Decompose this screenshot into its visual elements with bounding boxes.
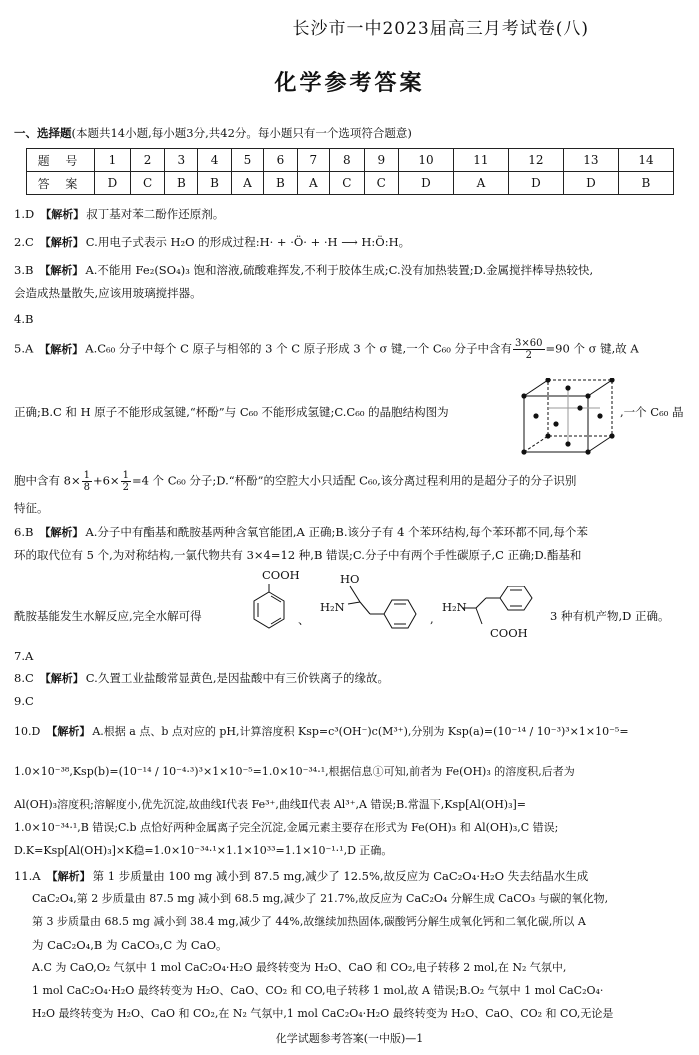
answer-line-3: 3.B 【解析】 A.不能用 Fe₂(SO₄)₃ 饱和溶液,硫酸难挥发,不利于胶体生成;C.没有加热装置;D.金属搅拌棒导热较快,	[14, 263, 594, 277]
row-label: 答 案	[27, 172, 95, 195]
table-cell: A	[231, 172, 264, 195]
table-cell: B	[198, 172, 231, 195]
answer-line-11-cont4: A.C 为 CaO,O₂ 气氛中 1 mol CaC₂O₄·H₂O 最终转变为 H₂O、CaO 和 CO₂,电子转移 2 mol,在 N₂ 气氛中,	[32, 961, 567, 974]
table-cell: D	[508, 172, 563, 195]
table-cell: 6	[264, 149, 297, 172]
fraction: $\frac{3\times 60}{2}$	[515, 338, 543, 361]
answer-line-4: 4.B	[14, 312, 34, 326]
benzoic-acid-label: COOH	[262, 568, 300, 582]
answer-line-5-end: 特征。	[14, 501, 49, 515]
answer-line-5-cont: 正确;B.C 和 H 原子不能形成氢键,“杯酚”与 C₆₀ 不能形成氢键;C.C₆₀ 的晶胞结构图为	[14, 405, 449, 419]
table-cell: D	[398, 172, 453, 195]
answer-line-10: 10.D 【解析】 A.根据 a 点、b 点对应的 pH,计算溶度积 Ksp=c³(OH⁻)c(M³⁺),分别为 Ksp(a)=(10⁻¹⁴ / 10⁻³)³×1×10⁻⁵=	[14, 725, 629, 738]
answer-line-5-tail: ,一个 C₆₀ 晶	[620, 405, 684, 419]
fraction: $\frac{1}{8}$	[83, 470, 90, 493]
table-cell: A	[453, 172, 508, 195]
answer-line-2: 2.C 【解析】 C.用电子式表示 H₂O 的形成过程:H· + ·Ö· + ·H ⟶ H:Ö:H。	[14, 235, 411, 249]
table-cell: B	[264, 172, 297, 195]
answer-line-11-cont1: CaC₂O₄,第 2 步质量由 87.5 mg 减小到 68.5 mg,减少了 21.7%,故反应为 CaC₂O₄ 分解生成 CaCO₃ 与碳的氧化物,	[32, 892, 609, 905]
table-cell: D	[563, 172, 618, 195]
table-cell: B	[618, 172, 673, 195]
table-cell: 4	[198, 149, 231, 172]
answer-line-3-cont: 会造成热量散失,应该用玻璃搅拌器。	[14, 286, 202, 300]
answer-line-1: 1.D 【解析】 叔丁基对苯二酚作还原剂。	[14, 207, 225, 221]
section-desc: (本题共14小题,每小题3分,共42分。每小题只有一个选项符合题意)	[71, 126, 412, 140]
fraction: $\frac{1}{2}$	[122, 470, 129, 493]
benzoic-acid-structure	[248, 584, 288, 636]
answer-table	[26, 148, 674, 195]
amino-acid-h2n: H₂N	[442, 600, 467, 614]
table-cell: 2	[130, 149, 164, 172]
table-cell: 5	[231, 149, 264, 172]
section-title: 一、选择题	[14, 126, 72, 140]
answer-line-11-cont6: H₂O 最终转变为 H₂O、CaO 和 CO₂,在 N₂ 气氛中,1 mol CaC₂O₄·H₂O 最终转变为 H₂O、CaO、CO₂ 和 CO,无论是	[32, 1007, 614, 1020]
table-cell: 12	[508, 149, 563, 172]
table-cell: 3	[165, 149, 198, 172]
table-cell: 8	[330, 149, 364, 172]
table-row	[27, 149, 674, 172]
answer-line-11-cont5: 1 mol CaC₂O₄·H₂O 最终转变为 H₂O、CaO、CO₂ 和 CO,电子转移 1 mol,故 A 错误;B.O₂ 气氛中 1 mol CaC₂O₄·	[32, 984, 604, 997]
answer-line-10-cont4: D.K=Ksp[Al(OH)₃]×K稳=1.0×10⁻³⁴·¹×1.1×10³³=1.1×10⁻¹·¹,D 正确。	[14, 844, 393, 857]
table-cell: 7	[297, 149, 330, 172]
answer-line-5: 5.A 【解析】 A.C₆₀ 分子中每个 C 原子与相邻的 3 个 C 原子形成 3 个 σ 键,一个 C₆₀ 分子中含有 $\frac{3\times 60}{2}$ =90 个 σ 键,故 A	[14, 338, 639, 361]
table-row	[27, 172, 674, 195]
answer-line-5-cont2: 胞中含有 8× $\frac{1}{8}$ +6× $\frac{1}{2}$ =4 个 C₆₀ 分子;D.“杯酚”的空腔大小只适配 C₆₀,该分离过程利用的是超分子的分子识别	[14, 470, 577, 493]
table-cell: A	[297, 172, 330, 195]
amino-alcohol-h2n: H₂N	[320, 600, 345, 614]
doc-title: 化学参考答案	[274, 71, 425, 96]
answer-line-6-cont: 环的取代位有 5 个,为对称结构,一氯代物共有 3×4=12 种,B 错误;C.分子中有两个手性碳原子,C 正确;D.酯基和	[14, 548, 582, 562]
table-cell: C	[364, 172, 398, 195]
answer-line-6: 6.B 【解析】 A.分子中有酯基和酰胺基两种含氧官能团,A 正确;B.该分子有 4 个苯环结构,每个苯环都不同,每个苯	[14, 525, 588, 539]
table-cell: 14	[618, 149, 673, 172]
answer-line-9: 9.C	[14, 694, 34, 708]
crystal-cell-diagram	[520, 378, 616, 456]
row-label: 题 号	[27, 149, 95, 172]
table-cell: B	[165, 172, 198, 195]
answer-line-10-cont3: 1.0×10⁻³⁴·¹,B 错误;C.b 点恰好两种金属离子完全沉淀,金属元素主要存在形式为 Fe(OH)₃ 和 Al(OH)₃,C 错误;	[14, 821, 559, 834]
page-footer: 化学试题参考答案(一中版)—1	[275, 1032, 424, 1045]
separator: 、	[298, 613, 310, 627]
table-cell: 10	[398, 149, 453, 172]
separator-comma: ,	[430, 612, 434, 626]
answer-line-6-tail: 3 种有机产物,D 正确。	[550, 609, 670, 623]
answer-line-11: 11.A 【解析】 第 1 步质量由 100 mg 减小到 87.5 mg,减少了 12.5%,故反应为 CaC₂O₄·H₂O 失去结晶水生成	[14, 869, 589, 883]
answer-line-7: 7.A	[14, 649, 34, 663]
table-cell: D	[95, 172, 131, 195]
answer-line-11-cont2: 第 3 步质量由 68.5 mg 减小到 38.4 mg,减少了 44%,故继续加热固体,碳酸钙分解生成氧化钙和二氧化碳,所以 A	[32, 915, 586, 928]
table-cell: 1	[95, 149, 131, 172]
answer-line-6-products: 酰胺基能发生水解反应,完全水解可得	[14, 609, 202, 623]
table-cell: C	[330, 172, 364, 195]
amino-acid-cooh: COOH	[490, 626, 528, 640]
table-cell: 11	[453, 149, 508, 172]
table-cell: C	[130, 172, 164, 195]
table-cell: 9	[364, 149, 398, 172]
amino-alcohol-ho: HO	[340, 572, 360, 586]
amino-alcohol-structure	[340, 582, 424, 632]
answer-line-11-cont3: 为 CaC₂O₄,B 为 CaCO₃,C 为 CaO。	[32, 938, 228, 952]
answer-line-8: 8.C 【解析】 C.久置工业盐酸常显黄色,是因盐酸中有三价铁离子的缘故。	[14, 671, 389, 685]
section-heading	[14, 125, 412, 141]
answer-line-10-cont1: 1.0×10⁻³⁸,Ksp(b)=(10⁻¹⁴ / 10⁻⁴·³)³×1×10⁻⁵=1.0×10⁻³⁴·¹,根据信息①可知,前者为 Fe(OH)₃ 的溶度积,后者为	[14, 765, 575, 778]
table-cell: 13	[563, 149, 618, 172]
answer-line-10-cont2: Al(OH)₃溶度积;溶解度小,优先沉淀,故曲线Ⅰ代表 Fe³⁺,曲线Ⅱ代表 Al³⁺,A 错误;B.常温下,Ksp[Al(OH)₃]=	[14, 798, 526, 811]
exam-title: 长沙市一中2023届高三月考试卷(八)	[292, 19, 589, 39]
